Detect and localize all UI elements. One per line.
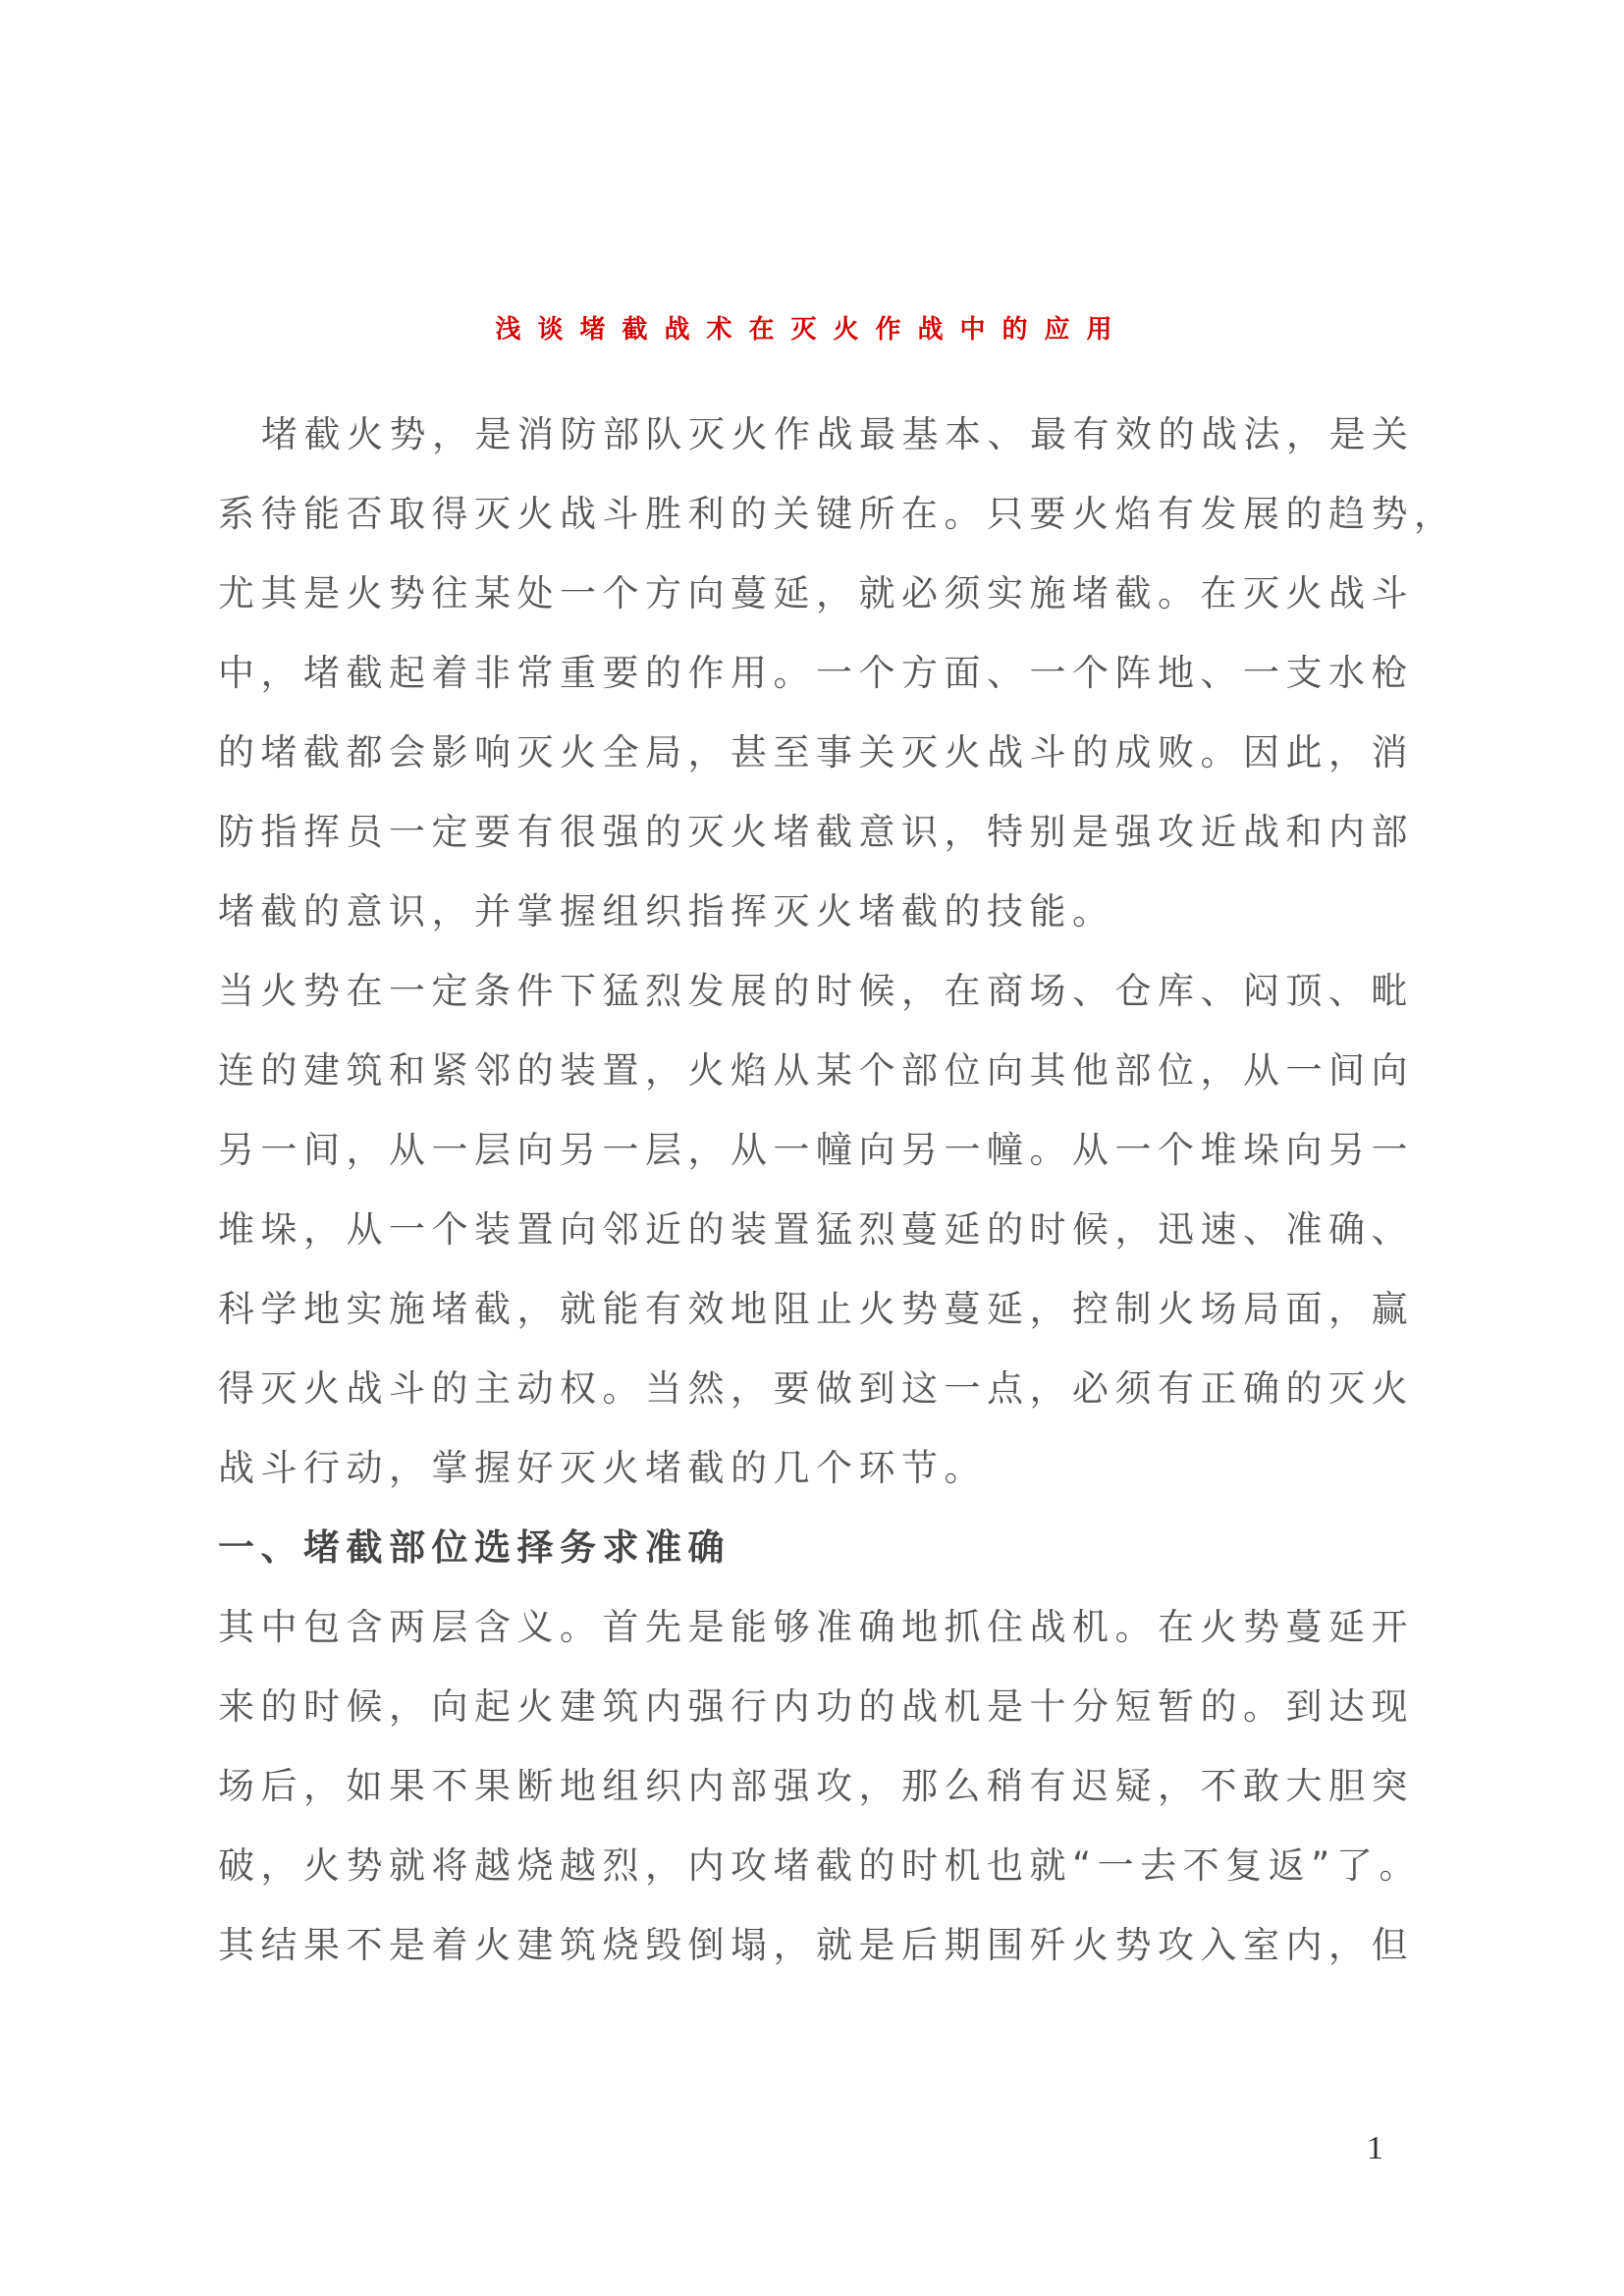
text-line: 其结果不是着火建筑烧毁倒塌，就是后期围歼火势攻入室内，但 xyxy=(218,1924,1414,1966)
text-line: 破，火势就将越烧越烈，内攻堵截的时机也就“一去不复返”了。 xyxy=(218,1844,1422,1887)
text-line: 堆垛，从一个装置向邻近的装置猛烈蔓延的时候，迅速、准确、 xyxy=(218,1208,1414,1251)
text-line: 系待能否取得灭火战斗胜利的关键所在。只要火焰有发展的趋势， xyxy=(218,493,1457,535)
text-line: 来的时候，向起火建筑内强行内功的战机是十分短暂的。到达现 xyxy=(218,1685,1414,1728)
text-line: 连的建筑和紧邻的装置，火焰从某个部位向其他部位，从一间向 xyxy=(218,1049,1414,1092)
document-title: 浅谈堵截战术在灭火作战中的应用 xyxy=(495,315,1129,345)
section-heading: 一、堵截部位选择务求准确 xyxy=(218,1526,731,1569)
text-line: 中，堵截起着非常重要的作用。一个方面、一个阵地、一支水枪 xyxy=(218,652,1414,694)
text-line: 场后，如果不果断地组织内部强攻，那么稍有迟疑，不敢大胆突 xyxy=(218,1765,1414,1807)
document-body xyxy=(218,395,1455,1985)
text-line: 其中包含两层含义。首先是能够准确地抓住战机。在火势蔓延开 xyxy=(218,1606,1414,1648)
text-line: 科学地实施堵截，就能有效地阻止火势蔓延，控制火场局面，赢 xyxy=(218,1288,1414,1330)
text-line: 当火势在一定条件下猛烈发展的时候，在商场、仓库、闷顶、毗 xyxy=(218,970,1414,1012)
text-line: 堵截的意识，并掌握组织指挥灭火堵截的技能。 xyxy=(218,890,1115,933)
text-line: 防指挥员一定要有很强的灭火堵截意识，特别是强攻近战和内部 xyxy=(218,811,1414,853)
text-line: 另一间，从一层向另一层，从一幢向另一幢。从一个堆垛向另一 xyxy=(218,1129,1414,1171)
text-line: 战斗行动，掌握好灭火堵截的几个环节。 xyxy=(218,1447,987,1489)
text-line: 得灭火战斗的主动权。当然，要做到这一点，必须有正确的灭火 xyxy=(218,1367,1414,1410)
text-line: 尤其是火势往某处一个方向蔓延，就必须实施堵截。在灭火战斗 xyxy=(218,572,1414,614)
text-line: 的堵截都会影响灭火全局，甚至事关灭火战斗的成败。因此，消 xyxy=(218,731,1414,774)
page-number: 1 xyxy=(1367,2130,1383,2166)
text-line: 堵截火势，是消防部队灭火作战最基本、最有效的战法，是关 xyxy=(261,413,1415,455)
